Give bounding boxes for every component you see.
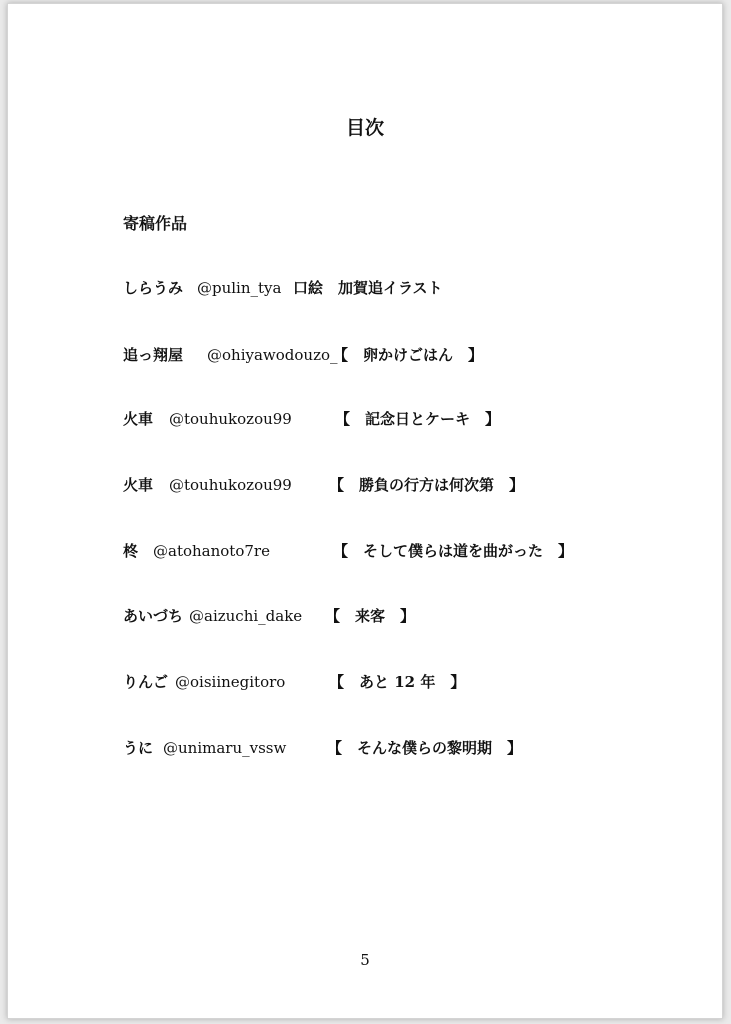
page-title: 目次 bbox=[345, 117, 384, 139]
entry-work: 【 勝負の行方は何次第 】 bbox=[329, 476, 525, 494]
entry-author: 火車 bbox=[123, 476, 154, 494]
entry-handle: @touhukozou99 bbox=[169, 476, 292, 494]
toc-entry bbox=[123, 343, 643, 367]
toc-entry bbox=[123, 604, 643, 628]
entry-handle: @unimaru_vssw bbox=[163, 739, 287, 757]
toc-entry bbox=[123, 670, 643, 694]
entry-handle: @ohiyawodouzo_ bbox=[207, 346, 338, 364]
entry-handle: @touhukozou99 bbox=[169, 410, 292, 428]
toc-entry bbox=[123, 736, 643, 760]
entry-handle: @atohanoto7re bbox=[153, 542, 270, 560]
entry-work: 【 卵かけごはん 】 bbox=[333, 346, 484, 364]
entry-work: 【 そして僕らは道を曲がった 】 bbox=[333, 542, 574, 560]
section-heading: 寄稿作品 bbox=[123, 214, 188, 233]
entry-handle: @aizuchi_dake bbox=[189, 607, 303, 625]
entry-author: りんご bbox=[123, 673, 169, 691]
toc-entry bbox=[123, 276, 643, 300]
entry-author: あいづち bbox=[123, 607, 184, 625]
entry-author: しらうみ bbox=[123, 279, 184, 297]
toc-entry bbox=[123, 473, 643, 497]
toc-entry bbox=[123, 539, 643, 563]
document-page bbox=[7, 3, 723, 1019]
entry-work: 【 記念日とケーキ 】 bbox=[335, 410, 501, 428]
entry-author: うに bbox=[123, 739, 154, 757]
entry-work: 【 あと 12 年 】 bbox=[329, 673, 466, 691]
entry-work: 【 来客 】 bbox=[325, 607, 416, 625]
page-number: 5 bbox=[360, 951, 370, 969]
entry-handle: @pulin_tya bbox=[197, 279, 282, 297]
entry-author: 火車 bbox=[123, 410, 154, 428]
entry-work: 口絵 加賀追イラスト bbox=[293, 279, 443, 297]
entry-handle: @oisiinegitoro bbox=[175, 673, 286, 691]
entry-author: 追っ翔屋 bbox=[123, 346, 184, 364]
entry-work: 【 そんな僕らの黎明期 】 bbox=[327, 739, 523, 757]
entry-author: 柊 bbox=[123, 542, 139, 560]
toc-entry bbox=[123, 407, 643, 431]
